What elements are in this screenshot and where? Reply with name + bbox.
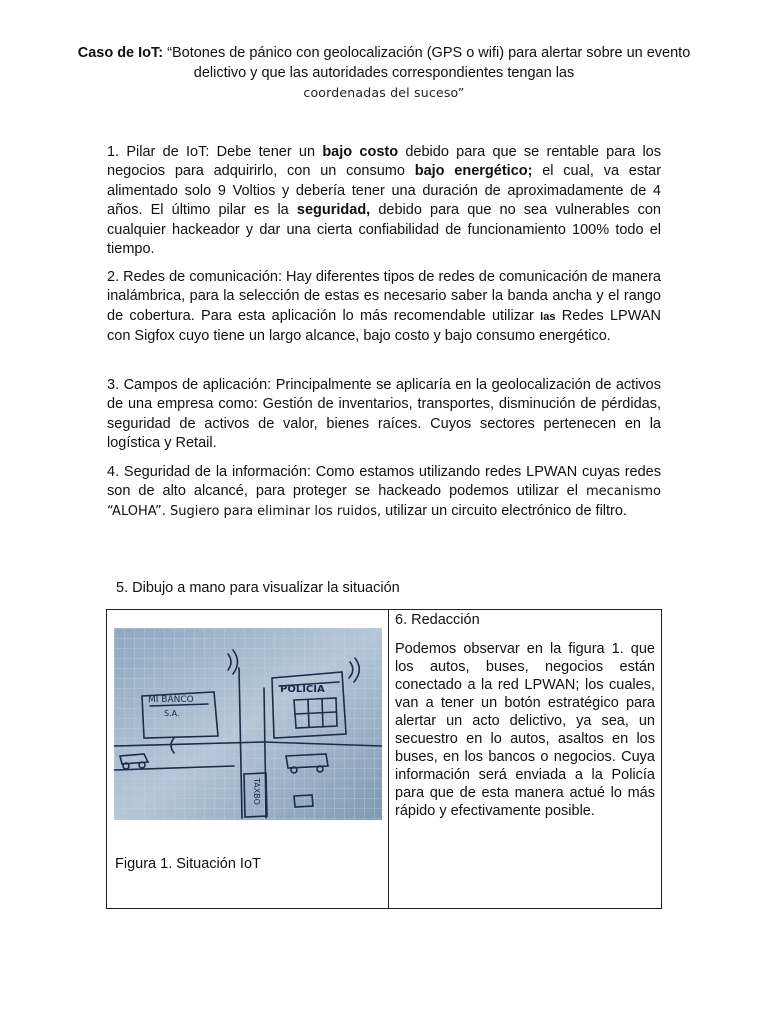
redaction-cell	[389, 610, 662, 909]
p4-text-c: utilizar un circuito electrónico de filtro.	[381, 502, 627, 519]
p2-text-a: 2. Redes de comunicación: Hay diferentes tipos de redes de comunicación de manera inalámbrica, para la selección de estas es necesario saber la banda ancha y el rango de cobertura. Para esta aplicación lo más recomendable utilizar	[107, 269, 661, 324]
paragraph-applications: 3. Campos de aplicación: Principalmente se aplicaría en la geolocalización de activos de una empresa como: Gestión de inventarios, transportes, disminución de pérdidas, seguridad de activos de valor, bienes raíces. Cuyos sectores pertenecen en la logística y Retail.	[107, 377, 661, 452]
title-lead: Caso de IoT:	[77, 45, 164, 61]
p1-text-e: el cual, va estar alimentado solo 9 Voltios y debería tener una duración de aproximadamente de 4 años. El último pilar es la	[107, 163, 662, 219]
p1-bold-low-energy: bajo energético;	[414, 163, 533, 180]
sketch-drawing	[114, 628, 382, 820]
p1-text-a: 1. Pilar de IoT: Debe tener un	[107, 144, 323, 160]
p2-text-c: Redes LPWAN con Sigfox cuyo tiene un largo alcance, bajo costo y bajo consumo energético.	[107, 307, 662, 345]
paragraph-networks	[107, 268, 661, 347]
p4-text-aloha: mecanismo “ALOHA”. Sugiero para eliminar los ruidos,	[107, 484, 661, 519]
title-tail: coordenadas del suceso”	[303, 85, 465, 100]
figure-caption: Figura 1. Situación IoT	[115, 856, 261, 872]
figure-table	[106, 609, 662, 909]
sketch-bank-label-2: S.A.	[164, 709, 180, 718]
p2-text-las: las	[540, 310, 556, 323]
sketch-police-label: POLICIA	[280, 684, 325, 695]
paragraph-information-security	[107, 463, 661, 521]
p1-bold-security: seguridad,	[296, 202, 371, 219]
sketch-bank-label: MI BANCO	[148, 695, 194, 705]
p1-bold-low-cost: bajo costo	[322, 144, 399, 160]
paragraph-iot-pillar	[107, 143, 661, 259]
p1-text-c: debido para que se rentable para los negocios para adquirirlo, con un consumo	[107, 144, 661, 180]
section6-text: Podemos observar en la figura 1. que los autos, buses, negocios están conectado a la red LPWAN; los cuales, van a tener un botón estratégico para alertar un acto delictivo, ya sea, un secuestro en lo autos, asaltos en los buses, en los bancos o negocios. Cuya información será enviada a la Policía para que de esta manera actué lo más rápido y efectivamente posible.	[395, 641, 655, 819]
section6-heading: 6. Redacción	[395, 612, 480, 628]
p1-text-g: debido para que no sea vulnerables con cualquier hackeador y dar una cierta confiabilidad de funcionamiento 100% todo el tiempo.	[107, 202, 661, 258]
sketch-photo	[114, 628, 382, 820]
document-title	[60, 43, 708, 103]
figure-cell	[107, 610, 389, 909]
title-text: “Botones de pánico con geolocalización (GPS o wifi) para alertar sobre un evento delictivo y que las autoridades correspondientes tengan las	[163, 45, 691, 81]
p4-text-a: 4. Seguridad de la información: Como estamos utilizando redes LPWAN cuyas redes son de alto alcancé, para proteger se hackeado podemos utilizar el	[107, 464, 661, 500]
sketch-street-label: TAXBO	[252, 778, 261, 805]
section5-heading: 5. Dibujo a mano para visualizar la situación	[116, 580, 400, 596]
